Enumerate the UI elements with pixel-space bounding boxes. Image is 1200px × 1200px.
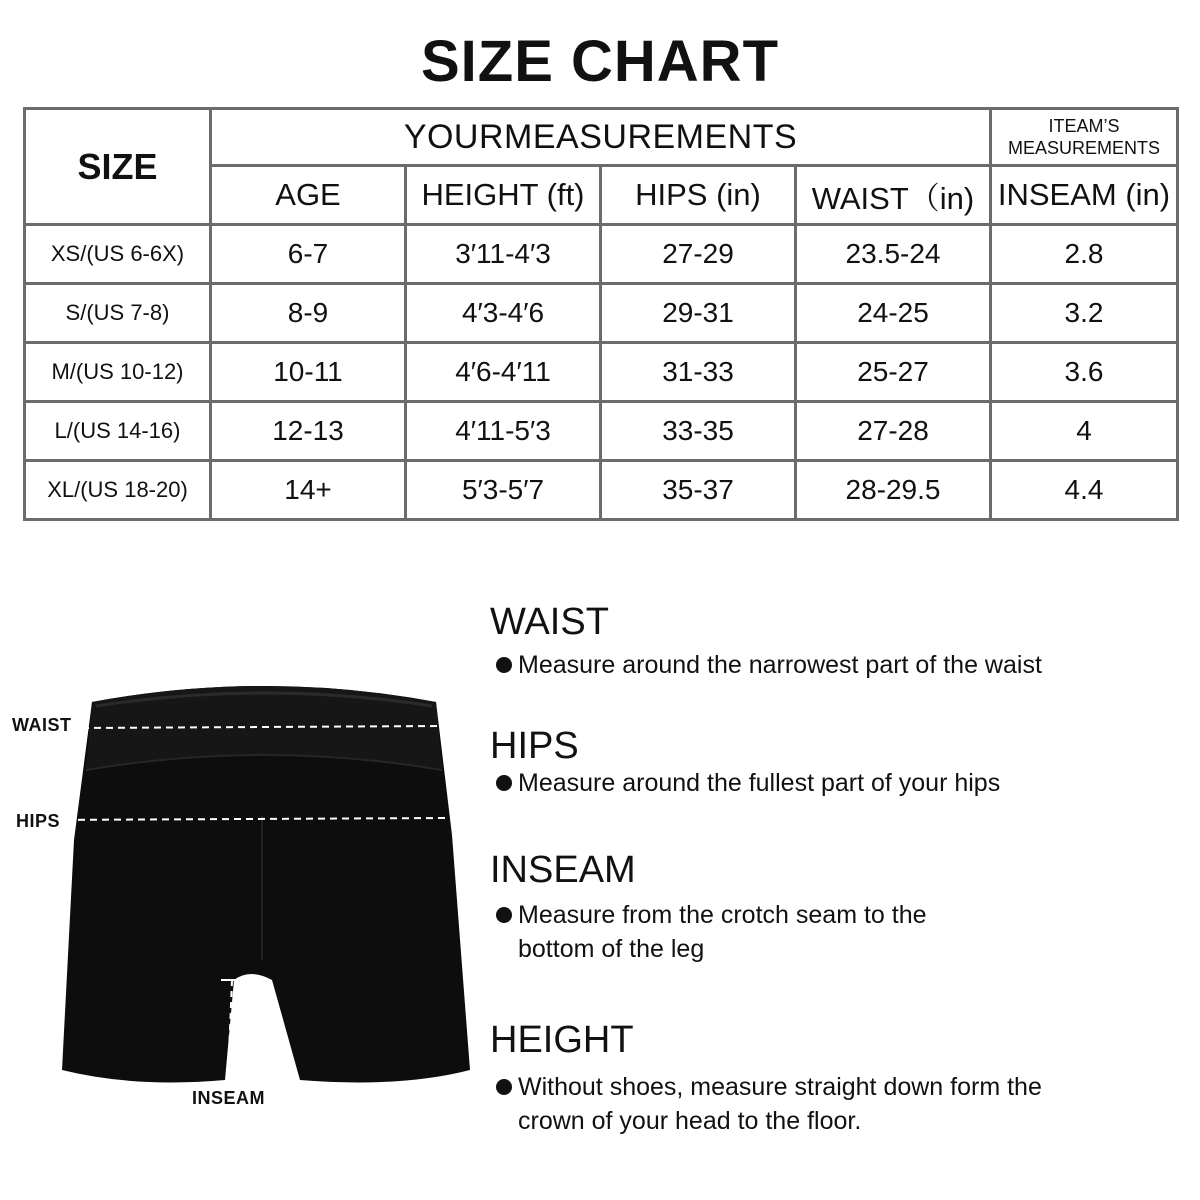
- inseam-cell: 3.2: [991, 284, 1178, 343]
- waist-cell: 28-29.5: [796, 461, 991, 520]
- size-column-header: SIZE: [25, 109, 211, 225]
- guide-inseam: [490, 848, 927, 966]
- size-cell: XS/(US 6-6X): [25, 225, 211, 284]
- inseam-diagram-label: INSEAM: [192, 1088, 266, 1108]
- hips-cell: 33-35: [601, 402, 796, 461]
- guide-line: Measure from the crotch seam to the: [518, 901, 927, 929]
- hips-cell: 31-33: [601, 343, 796, 402]
- guide-hips: [490, 724, 1000, 800]
- column-header-height: HEIGHT (ft): [406, 166, 601, 225]
- waist-cell: 27-28: [796, 402, 991, 461]
- guide-line: bottom of the leg: [518, 935, 705, 963]
- guide-line: Measure around the narrowest part of the waist: [518, 651, 1042, 679]
- age-cell: 8-9: [211, 284, 406, 343]
- size-cell: S/(US 7-8): [25, 284, 211, 343]
- guide-height: [490, 1018, 1042, 1138]
- column-header-waist: WAIST（in): [796, 166, 991, 225]
- size-cell: XL/(US 18-20): [25, 461, 211, 520]
- page-title: SIZE CHART: [421, 29, 779, 94]
- shorts-measurement-diagram: [0, 640, 480, 1140]
- bullet-icon: [496, 775, 512, 791]
- inseam-cell: 4.4: [991, 461, 1178, 520]
- age-cell: 10-11: [211, 343, 406, 402]
- height-cell: 3′11-4′3: [406, 225, 601, 284]
- inseam-cell: 4: [991, 402, 1178, 461]
- table-row: [25, 284, 1178, 343]
- hips-cell: 29-31: [601, 284, 796, 343]
- height-cell: 4′6-4′11: [406, 343, 601, 402]
- guide-lines: [518, 898, 927, 966]
- table-row: [25, 225, 1178, 284]
- hips-diagram-label: HIPS: [16, 811, 61, 831]
- guide-line: Without shoes, measure straight down form the: [518, 1073, 1042, 1101]
- size-cell: M/(US 10-12): [25, 343, 211, 402]
- age-cell: 14+: [211, 461, 406, 520]
- guide-waist: [490, 600, 1042, 682]
- age-cell: 6-7: [211, 225, 406, 284]
- waist-diagram-label: WAIST: [12, 715, 72, 735]
- table-row: [25, 402, 1178, 461]
- bullet-icon: [496, 907, 512, 923]
- height-cell: 4′3-4′6: [406, 284, 601, 343]
- guide-heading: INSEAM: [490, 849, 636, 891]
- hips-cell: 27-29: [601, 225, 796, 284]
- inseam-cell: 3.6: [991, 343, 1178, 402]
- bullet-icon: [496, 657, 512, 673]
- table-row: [25, 461, 1178, 520]
- guide-heading: WAIST: [490, 601, 609, 643]
- waist-cell: 25-27: [796, 343, 991, 402]
- guide-text: [490, 1070, 1042, 1138]
- guide-heading: HEIGHT: [490, 1019, 634, 1061]
- shorts-illustration: [0, 640, 480, 1140]
- guide-text: [490, 898, 927, 966]
- waist-cell: 24-25: [796, 284, 991, 343]
- guide-lines: [518, 1070, 1042, 1138]
- guide-line: Measure around the fullest part of your hips: [518, 769, 1001, 797]
- guide-heading: HIPS: [490, 725, 579, 767]
- height-cell: 5′3-5′7: [406, 461, 601, 520]
- item-measurements-header-line: ITEAM’S: [1048, 116, 1120, 136]
- height-cell: 4′11-5′3: [406, 402, 601, 461]
- table-row: [25, 343, 1178, 402]
- guide-text: [490, 766, 1000, 800]
- item-measurements-header: [991, 109, 1178, 166]
- your-measurements-header: YOURMEASUREMENTS: [211, 109, 991, 166]
- column-header-age: AGE: [211, 166, 406, 225]
- waist-cell: 23.5-24: [796, 225, 991, 284]
- size-cell: L/(US 14-16): [25, 402, 211, 461]
- size-chart-table: [23, 107, 1179, 521]
- inseam-cell: 2.8: [991, 225, 1178, 284]
- column-header-hips: HIPS (in): [601, 166, 796, 225]
- guide-line: crown of your head to the floor.: [518, 1107, 862, 1135]
- item-measurements-header-line: MEASUREMENTS: [1007, 138, 1160, 158]
- column-header-inseam: INSEAM (in): [991, 166, 1178, 225]
- hips-cell: 35-37: [601, 461, 796, 520]
- age-cell: 12-13: [211, 402, 406, 461]
- bullet-icon: [496, 1079, 512, 1095]
- guide-text: [490, 648, 1042, 682]
